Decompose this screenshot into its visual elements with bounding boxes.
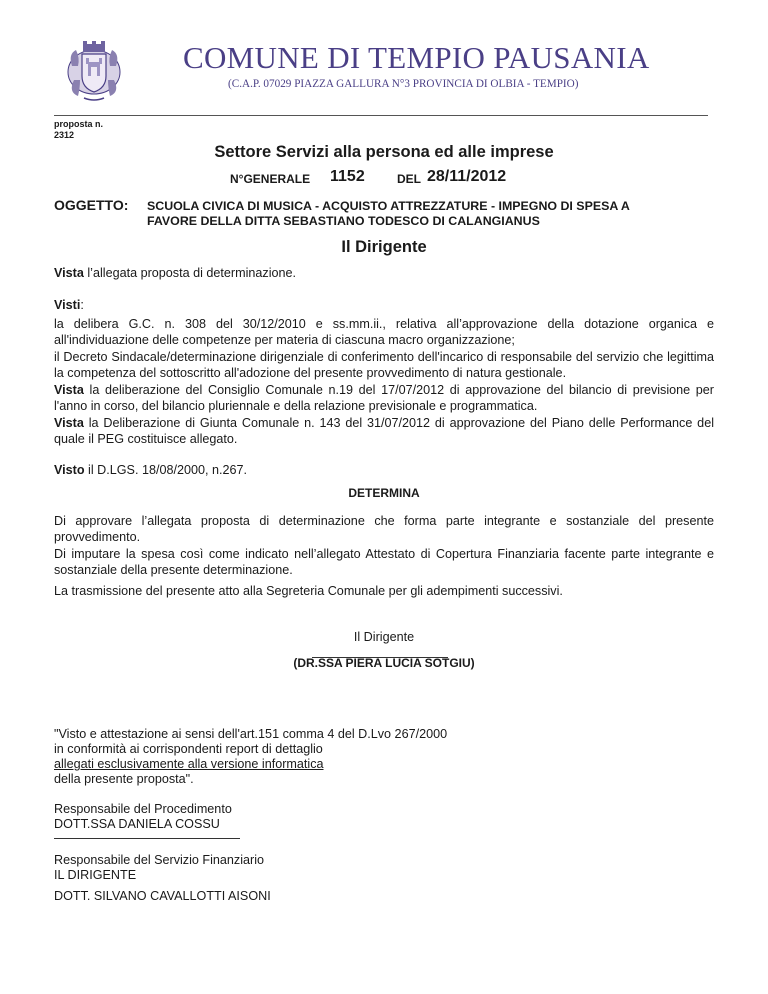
proposta-number: 2312: [54, 130, 75, 140]
vista-label: Vista: [54, 266, 84, 280]
header-divider: [54, 115, 708, 116]
determina-heading: DETERMINA: [348, 486, 420, 500]
vista-bilancio-text: la deliberazione del Consiglio Comunale n.19 del 17/07/2012 di approvazione del bilancio di previsione per l'anno in corso, del bilancio pluriennale e della relazione previsionale e programmatica.: [54, 383, 714, 413]
attestazione-line-3: allegati esclusivamente alla versione informatica: [54, 757, 324, 771]
procedimento-name: DOTT.SSA DANIELA COSSU: [54, 817, 220, 831]
numero-generale-value: 1152: [330, 168, 365, 185]
oggetto-label: OGGETTO:: [54, 197, 129, 213]
procedimento-signature-line: [54, 838, 240, 839]
visto-text: il D.LGS. 18/08/2000, n.267.: [84, 463, 247, 477]
vista-performance-text: la Deliberazione di Giunta Comunale n. 143 del 31/07/2012 di approvazione del Piano delle Performance del quale il PEG costituisce allegato.: [54, 416, 714, 446]
vista-performance-label: Vista: [54, 416, 84, 430]
visti-colon: :: [80, 298, 84, 312]
paragraph-decreto: il Decreto Sindacale/determinazione dirigenziale di conferimento dell'incarico di responsabile del servizio che legittima la competenza del sottoscritto all'adozione del presente provvedimento di natura gestionale.: [54, 350, 714, 380]
vista-proposta: [54, 266, 714, 282]
oggetto-text: [147, 199, 707, 229]
proposta-label: proposta n.: [54, 119, 103, 129]
attestazione-line-4: della presente proposta".: [54, 772, 194, 786]
municipal-crest-icon: [66, 40, 122, 104]
paragraph-performance: [54, 416, 714, 447]
vista-text: l’allegata proposta di determinazione.: [83, 266, 297, 280]
visti-label: Visti: [54, 298, 81, 312]
paragraph-delibera: la delibera G.C. n. 308 del 30/12/2010 e ss.mm.ii., relativa all’approvazione della dotazione organica e all'individuazione delle competenze per materia di ciascuna macro organizzazione;: [54, 317, 714, 347]
attestazione-line-1: "Visto e attestazione ai sensi dell'art.151 comma 4 del D.Lvo 267/2000: [54, 727, 448, 741]
settore-title: Settore Servizi alla persona ed alle imprese: [214, 143, 554, 161]
finanziario-label: Responsabile del Servizio Finanziario: [54, 853, 265, 867]
paragraph-imputare: Di imputare la spesa così come indicato nell’allegato Attestato di Copertura Finanziaria facente parte integrante e sostanziale della presente determinazione.: [54, 547, 714, 577]
vista-bilancio-label: Vista: [54, 383, 84, 397]
oggetto-line-1: SCUOLA CIVICA DI MUSICA - ACQUISTO ATTREZZATURE - IMPEGNO DI SPESA A: [147, 199, 630, 213]
paragraph-approvare: Di approvare l’allegata proposta di determinazione che forma parte integrante e sostanziale del presente provvedimento.: [54, 514, 714, 544]
paragraph-bilancio: [54, 383, 714, 414]
attestazione-line-2: in conformità ai corrispondenti report di dettaglio: [54, 742, 323, 756]
dirigente-heading: Il Dirigente: [341, 238, 427, 256]
signature-label: Il Dirigente: [353, 630, 415, 644]
visti-heading: [54, 298, 714, 314]
numero-generale-label: N°GENERALE: [230, 172, 311, 186]
paragraph-trasmissione: La trasmissione del presente atto alla Segreteria Comunale per gli adempimenti successivi.: [54, 584, 563, 598]
determination-date: 28/11/2012: [427, 168, 507, 185]
paragraph-dlgs: [54, 463, 714, 479]
visto-label: Visto: [54, 463, 85, 477]
signature-name: (DR.SSA PIERA LUCIA SOTGIU): [293, 656, 475, 670]
municipality-address: (C.A.P. 07029 PIAZZA GALLURA N°3 PROVINCIA DI OLBIA - TEMPIO): [228, 78, 579, 90]
procedimento-label: Responsabile del Procedimento: [54, 802, 232, 816]
date-label: DEL: [397, 172, 421, 186]
oggetto-line-2: FAVORE DELLA DITTA SEBASTIANO TODESCO DI CALANGIANUS: [147, 214, 540, 228]
finanziario-role: IL DIRIGENTE: [54, 868, 137, 882]
finanziario-name: DOTT. SILVANO CAVALLOTTI AISONI: [54, 889, 271, 903]
municipality-title: COMUNE DI TEMPIO PAUSANIA: [183, 40, 650, 75]
